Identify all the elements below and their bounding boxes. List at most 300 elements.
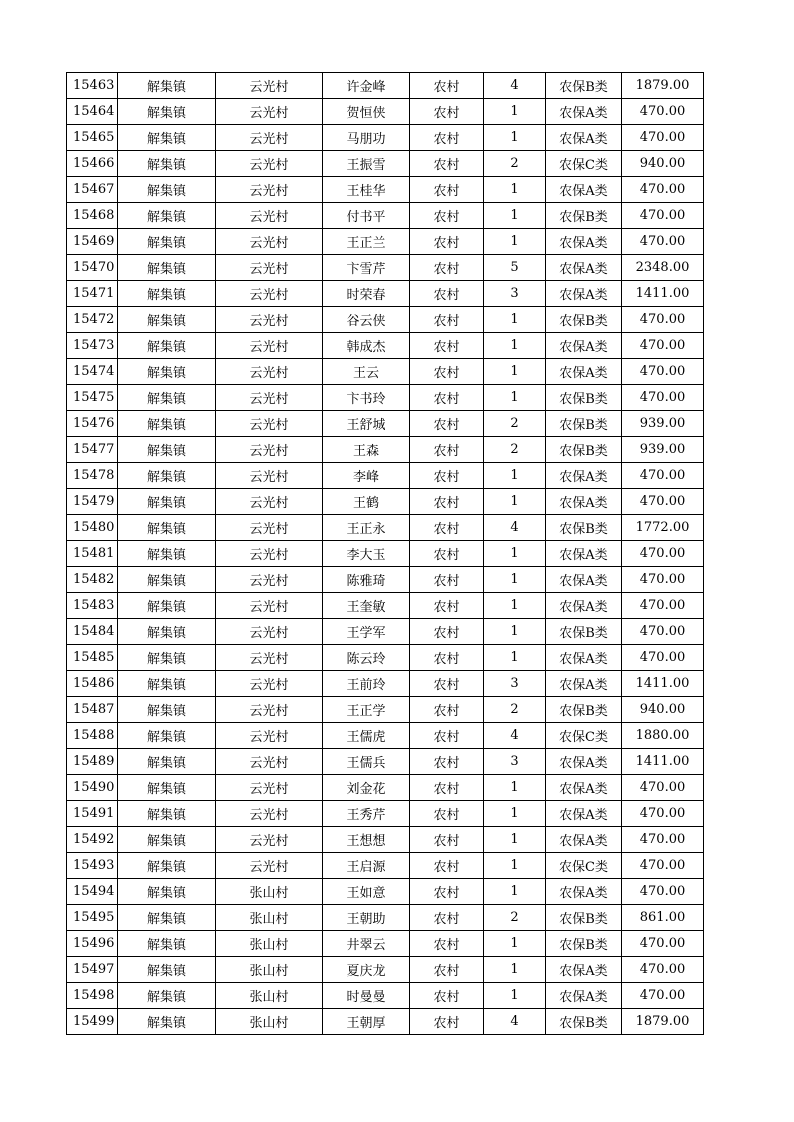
cell-village: 云光村 [216,515,323,541]
cell-household-count: 1 [484,307,546,333]
cell-town: 解集镇 [118,411,216,437]
cell-record-id: 15483 [67,593,118,619]
cell-village: 云光村 [216,801,323,827]
table-row [67,697,704,723]
cell-record-id: 15477 [67,437,118,463]
cell-record-id: 15487 [67,697,118,723]
cell-amount: 939.00 [622,437,704,463]
cell-record-id: 15481 [67,541,118,567]
cell-area-type: 农村 [410,879,484,905]
cell-village: 云光村 [216,645,323,671]
cell-name: 卞雪芹 [323,255,410,281]
cell-amount: 470.00 [622,645,704,671]
cell-insurance-category: 农保A类 [546,229,622,255]
cell-name: 井翠云 [323,931,410,957]
cell-household-count: 1 [484,775,546,801]
cell-village: 张山村 [216,879,323,905]
cell-village: 云光村 [216,73,323,99]
cell-village: 云光村 [216,359,323,385]
cell-name: 王正兰 [323,229,410,255]
cell-town: 解集镇 [118,853,216,879]
cell-insurance-category: 农保B类 [546,619,622,645]
cell-record-id: 15470 [67,255,118,281]
table-row [67,645,704,671]
cell-household-count: 1 [484,177,546,203]
cell-insurance-category: 农保A类 [546,541,622,567]
cell-village: 云光村 [216,619,323,645]
cell-insurance-category: 农保A类 [546,983,622,1009]
cell-area-type: 农村 [410,983,484,1009]
cell-name: 王想想 [323,827,410,853]
table-row [67,879,704,905]
cell-amount: 470.00 [622,801,704,827]
table-row [67,593,704,619]
cell-town: 解集镇 [118,697,216,723]
cell-name: 王前玲 [323,671,410,697]
cell-household-count: 1 [484,541,546,567]
cell-record-id: 15480 [67,515,118,541]
cell-area-type: 农村 [410,281,484,307]
cell-household-count: 1 [484,645,546,671]
cell-name: 李峰 [323,463,410,489]
cell-area-type: 农村 [410,515,484,541]
cell-village: 云光村 [216,489,323,515]
cell-amount: 1411.00 [622,749,704,775]
table-row [67,281,704,307]
cell-village: 云光村 [216,203,323,229]
cell-record-id: 15464 [67,99,118,125]
cell-area-type: 农村 [410,489,484,515]
table-row [67,801,704,827]
cell-name: 陈雅琦 [323,567,410,593]
cell-village: 云光村 [216,567,323,593]
cell-area-type: 农村 [410,801,484,827]
cell-amount: 470.00 [622,931,704,957]
cell-name: 韩成杰 [323,333,410,359]
cell-amount: 1411.00 [622,281,704,307]
cell-record-id: 15469 [67,229,118,255]
table-row [67,99,704,125]
cell-record-id: 15496 [67,931,118,957]
cell-insurance-category: 农保B类 [546,203,622,229]
cell-household-count: 4 [484,515,546,541]
cell-area-type: 农村 [410,567,484,593]
cell-insurance-category: 农保A类 [546,801,622,827]
cell-amount: 1879.00 [622,1009,704,1035]
cell-record-id: 15490 [67,775,118,801]
table-row [67,437,704,463]
cell-insurance-category: 农保A类 [546,749,622,775]
cell-town: 解集镇 [118,931,216,957]
cell-amount: 470.00 [622,307,704,333]
cell-insurance-category: 农保C类 [546,853,622,879]
cell-town: 解集镇 [118,333,216,359]
cell-household-count: 3 [484,281,546,307]
cell-town: 解集镇 [118,515,216,541]
cell-record-id: 15479 [67,489,118,515]
cell-household-count: 3 [484,671,546,697]
table-row [67,359,704,385]
cell-record-id: 15495 [67,905,118,931]
cell-town: 解集镇 [118,801,216,827]
cell-village: 云光村 [216,151,323,177]
cell-household-count: 1 [484,619,546,645]
cell-name: 王朝厚 [323,1009,410,1035]
cell-village: 云光村 [216,229,323,255]
cell-village: 云光村 [216,775,323,801]
cell-area-type: 农村 [410,619,484,645]
cell-record-id: 15466 [67,151,118,177]
table-row [67,619,704,645]
cell-insurance-category: 农保A类 [546,645,622,671]
cell-amount: 470.00 [622,957,704,983]
cell-insurance-category: 农保B类 [546,307,622,333]
cell-record-id: 15463 [67,73,118,99]
cell-name: 时荣春 [323,281,410,307]
cell-village: 云光村 [216,697,323,723]
cell-name: 王鹤 [323,489,410,515]
cell-town: 解集镇 [118,593,216,619]
cell-household-count: 1 [484,229,546,255]
cell-area-type: 农村 [410,229,484,255]
cell-household-count: 1 [484,203,546,229]
cell-household-count: 2 [484,697,546,723]
cell-record-id: 15492 [67,827,118,853]
cell-area-type: 农村 [410,827,484,853]
cell-record-id: 15484 [67,619,118,645]
cell-record-id: 15489 [67,749,118,775]
cell-town: 解集镇 [118,775,216,801]
cell-town: 解集镇 [118,307,216,333]
cell-area-type: 农村 [410,203,484,229]
cell-name: 王振雪 [323,151,410,177]
cell-village: 云光村 [216,333,323,359]
cell-amount: 470.00 [622,541,704,567]
cell-household-count: 1 [484,333,546,359]
cell-area-type: 农村 [410,463,484,489]
table-row [67,957,704,983]
cell-record-id: 15498 [67,983,118,1009]
cell-record-id: 15475 [67,385,118,411]
cell-insurance-category: 农保A类 [546,463,622,489]
cell-household-count: 1 [484,385,546,411]
cell-household-count: 1 [484,931,546,957]
cell-record-id: 15494 [67,879,118,905]
cell-amount: 470.00 [622,333,704,359]
cell-insurance-category: 农保A类 [546,281,622,307]
cell-area-type: 农村 [410,437,484,463]
table-row [67,255,704,281]
cell-record-id: 15472 [67,307,118,333]
cell-village: 云光村 [216,463,323,489]
cell-village: 云光村 [216,99,323,125]
cell-household-count: 1 [484,489,546,515]
cell-record-id: 15473 [67,333,118,359]
cell-village: 云光村 [216,853,323,879]
cell-village: 云光村 [216,125,323,151]
cell-household-count: 1 [484,125,546,151]
cell-insurance-category: 农保A类 [546,489,622,515]
cell-amount: 470.00 [622,567,704,593]
table-row [67,827,704,853]
cell-area-type: 农村 [410,541,484,567]
table-row [67,983,704,1009]
cell-household-count: 1 [484,463,546,489]
cell-household-count: 2 [484,905,546,931]
cell-insurance-category: 农保B类 [546,437,622,463]
cell-amount: 1879.00 [622,73,704,99]
cell-area-type: 农村 [410,905,484,931]
cell-name: 王森 [323,437,410,463]
cell-insurance-category: 农保B类 [546,515,622,541]
cell-amount: 470.00 [622,463,704,489]
cell-record-id: 15499 [67,1009,118,1035]
cell-amount: 470.00 [622,775,704,801]
cell-village: 云光村 [216,541,323,567]
cell-town: 解集镇 [118,463,216,489]
cell-town: 解集镇 [118,983,216,1009]
cell-insurance-category: 农保A类 [546,99,622,125]
cell-village: 云光村 [216,723,323,749]
cell-household-count: 1 [484,99,546,125]
table-row [67,905,704,931]
cell-household-count: 1 [484,983,546,1009]
cell-insurance-category: 农保A类 [546,827,622,853]
cell-area-type: 农村 [410,593,484,619]
cell-area-type: 农村 [410,749,484,775]
cell-area-type: 农村 [410,255,484,281]
cell-town: 解集镇 [118,385,216,411]
cell-amount: 470.00 [622,125,704,151]
cell-insurance-category: 农保C类 [546,723,622,749]
cell-village: 张山村 [216,957,323,983]
cell-town: 解集镇 [118,359,216,385]
cell-area-type: 农村 [410,125,484,151]
cell-area-type: 农村 [410,73,484,99]
cell-village: 云光村 [216,593,323,619]
cell-insurance-category: 农保B类 [546,905,622,931]
cell-amount: 470.00 [622,385,704,411]
cell-amount: 940.00 [622,151,704,177]
cell-area-type: 农村 [410,853,484,879]
cell-record-id: 15468 [67,203,118,229]
cell-village: 张山村 [216,931,323,957]
cell-town: 解集镇 [118,567,216,593]
cell-name: 王正学 [323,697,410,723]
table-row [67,411,704,437]
cell-record-id: 15471 [67,281,118,307]
cell-town: 解集镇 [118,177,216,203]
table-row [67,151,704,177]
cell-household-count: 2 [484,411,546,437]
cell-town: 解集镇 [118,827,216,853]
cell-household-count: 1 [484,853,546,879]
cell-record-id: 15465 [67,125,118,151]
cell-insurance-category: 农保B类 [546,411,622,437]
cell-name: 王启源 [323,853,410,879]
table-row [67,489,704,515]
cell-name: 王儒兵 [323,749,410,775]
cell-name: 陈云玲 [323,645,410,671]
cell-household-count: 4 [484,73,546,99]
cell-record-id: 15486 [67,671,118,697]
table-row [67,749,704,775]
cell-village: 张山村 [216,1009,323,1035]
table-row [67,515,704,541]
cell-town: 解集镇 [118,73,216,99]
cell-name: 时曼曼 [323,983,410,1009]
cell-name: 王舒城 [323,411,410,437]
table-row [67,723,704,749]
cell-household-count: 3 [484,749,546,775]
cell-town: 解集镇 [118,541,216,567]
table-row [67,177,704,203]
cell-amount: 1772.00 [622,515,704,541]
table-row [67,385,704,411]
cell-area-type: 农村 [410,411,484,437]
cell-village: 张山村 [216,905,323,931]
cell-household-count: 1 [484,359,546,385]
table-row [67,1009,704,1035]
cell-amount: 470.00 [622,827,704,853]
cell-insurance-category: 农保B类 [546,697,622,723]
cell-amount: 470.00 [622,177,704,203]
cell-village: 云光村 [216,749,323,775]
table-row [67,775,704,801]
cell-area-type: 农村 [410,957,484,983]
cell-household-count: 1 [484,957,546,983]
cell-amount: 1880.00 [622,723,704,749]
cell-insurance-category: 农保A类 [546,593,622,619]
cell-record-id: 15476 [67,411,118,437]
cell-amount: 1411.00 [622,671,704,697]
table-row [67,853,704,879]
records-table [66,72,704,1035]
cell-household-count: 5 [484,255,546,281]
cell-amount: 470.00 [622,983,704,1009]
cell-area-type: 农村 [410,671,484,697]
table-row [67,307,704,333]
cell-name: 夏庆龙 [323,957,410,983]
cell-amount: 939.00 [622,411,704,437]
cell-town: 解集镇 [118,645,216,671]
cell-household-count: 2 [484,437,546,463]
table-row [67,671,704,697]
cell-household-count: 2 [484,151,546,177]
cell-insurance-category: 农保A类 [546,177,622,203]
cell-town: 解集镇 [118,1009,216,1035]
cell-insurance-category: 农保A类 [546,125,622,151]
cell-town: 解集镇 [118,281,216,307]
cell-record-id: 15482 [67,567,118,593]
cell-household-count: 4 [484,723,546,749]
cell-amount: 470.00 [622,203,704,229]
cell-amount: 470.00 [622,99,704,125]
cell-name: 王如意 [323,879,410,905]
cell-amount: 470.00 [622,489,704,515]
cell-town: 解集镇 [118,255,216,281]
cell-town: 解集镇 [118,619,216,645]
table-row [67,931,704,957]
cell-town: 解集镇 [118,957,216,983]
cell-name: 付书平 [323,203,410,229]
cell-town: 解集镇 [118,125,216,151]
cell-area-type: 农村 [410,723,484,749]
cell-name: 王桂华 [323,177,410,203]
cell-amount: 2348.00 [622,255,704,281]
cell-insurance-category: 农保A类 [546,359,622,385]
cell-village: 云光村 [216,255,323,281]
table-row [67,229,704,255]
cell-area-type: 农村 [410,385,484,411]
cell-household-count: 1 [484,593,546,619]
cell-record-id: 15493 [67,853,118,879]
cell-town: 解集镇 [118,723,216,749]
cell-town: 解集镇 [118,879,216,905]
cell-name: 李大玉 [323,541,410,567]
cell-insurance-category: 农保A类 [546,671,622,697]
cell-amount: 470.00 [622,619,704,645]
cell-area-type: 农村 [410,931,484,957]
cell-name: 马朋功 [323,125,410,151]
cell-amount: 940.00 [622,697,704,723]
cell-insurance-category: 农保A类 [546,333,622,359]
cell-village: 云光村 [216,671,323,697]
cell-name: 王奎敏 [323,593,410,619]
cell-area-type: 农村 [410,359,484,385]
table-row [67,73,704,99]
cell-town: 解集镇 [118,671,216,697]
cell-town: 解集镇 [118,99,216,125]
cell-record-id: 15478 [67,463,118,489]
cell-amount: 470.00 [622,853,704,879]
cell-town: 解集镇 [118,151,216,177]
table-row [67,333,704,359]
cell-insurance-category: 农保C类 [546,151,622,177]
cell-town: 解集镇 [118,203,216,229]
cell-insurance-category: 农保A类 [546,255,622,281]
cell-name: 卞书玲 [323,385,410,411]
cell-area-type: 农村 [410,1009,484,1035]
cell-record-id: 15497 [67,957,118,983]
cell-amount: 470.00 [622,879,704,905]
cell-village: 云光村 [216,385,323,411]
table-body [67,73,704,1035]
cell-town: 解集镇 [118,489,216,515]
cell-area-type: 农村 [410,307,484,333]
cell-town: 解集镇 [118,749,216,775]
cell-village: 云光村 [216,281,323,307]
cell-village: 云光村 [216,827,323,853]
cell-name: 王秀芹 [323,801,410,827]
cell-record-id: 15467 [67,177,118,203]
cell-record-id: 15485 [67,645,118,671]
cell-village: 云光村 [216,307,323,333]
cell-household-count: 1 [484,827,546,853]
table-row [67,541,704,567]
cell-name: 王云 [323,359,410,385]
cell-amount: 470.00 [622,593,704,619]
cell-household-count: 1 [484,801,546,827]
cell-household-count: 1 [484,567,546,593]
cell-area-type: 农村 [410,333,484,359]
cell-insurance-category: 农保B类 [546,385,622,411]
cell-village: 张山村 [216,983,323,1009]
cell-name: 王朝助 [323,905,410,931]
cell-name: 谷云侠 [323,307,410,333]
cell-record-id: 15474 [67,359,118,385]
cell-name: 许金峰 [323,73,410,99]
